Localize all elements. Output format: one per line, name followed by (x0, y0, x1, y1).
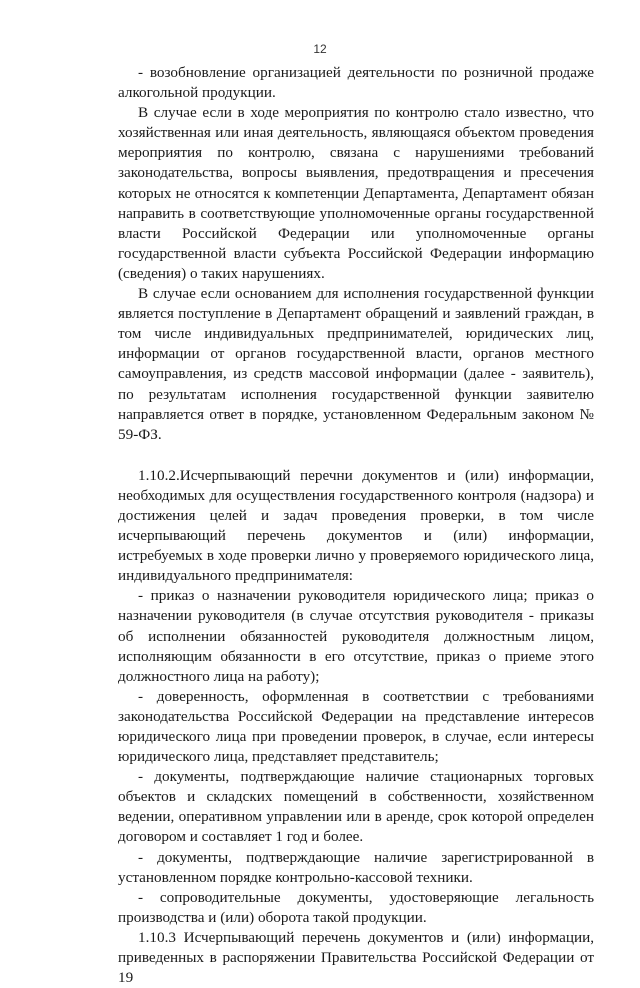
paragraph: 1.10.2.Исчерпывающий перечни документов и (или) информации, необходимых для осуществления государственного контроля (надзора) и достижения целей и задач проведения проверки, в том числе исчерпывающий перечень документов и (или) информации, истребуемых в ходе проверки лично у проверяемого юридического лица, индивидуального предпринимателя: (118, 466, 594, 585)
document-body (118, 63, 594, 988)
paragraph: В случае если в ходе мероприятия по контролю стало известно, что хозяйственная или иная деятельность, являющаяся объектом проведения мероприятия по контролю, связана с нарушениями требований законодательства, вопросы выявления, предотвращения и пресечения которых не относятся к компетенции Департамента, Департамент обязан направить в соответствующие уполномоченные органы государственной власти Российской Федерации или уполномоченные органы государственной власти субъекта Российской Федерации информацию (сведения) о таких нарушениях. (118, 104, 594, 282)
list-item: - приказ о назначении руководителя юридического лица; приказ о назначении руководителя (в случае отсутствия руководителя - приказы об исполнении обязанностей руководителя должностным лицом, исполняющим обязанности в его отсутствие, приказ о приеме этого должностного лица на работу); (118, 587, 594, 685)
list-item: - доверенность, оформленная в соответствии с требованиями законодательства Российской Федерации на представление интересов юридического лица при проведении проверок, в случае, если интересы юридического лица, представляет представитель; (118, 687, 594, 766)
paragraph: 1.10.3 Исчерпывающий перечень документов и (или) информации, приведенных в распоряжении Правительства Российской Федерации от 19 (118, 928, 594, 987)
list-item: - документы, подтверждающие наличие стационарных торговых объектов и складских помещений в собственности, хозяйственном ведении, оперативном управлении или в аренде, срок которой определен договором и составляет 1 год и более. (118, 768, 594, 846)
list-item: - сопроводительные документы, удостоверяющие легальность производства и (или) оборота такой продукции. (118, 888, 594, 926)
list-item: - документы, подтверждающие наличие зарегистрированной в установленном порядке контрольно-кассовой техники. (118, 848, 594, 886)
page-number: 12 (313, 42, 327, 56)
paragraph: В случае если основанием для исполнения государственной функции является поступление в Департамент обращений и заявлений граждан, в том числе индивидуальных предпринимателей, юридических лиц, информации от органов государственной власти, органов местного самоуправления, из средств массовой информации (далее - заявитель), по результатам исполнения государственной функции заявителю направляется ответ в порядке, установленном Федеральным законом № 59-ФЗ. (118, 285, 594, 443)
paragraph: - возобновление организацией деятельности по розничной продаже алкогольной продукции. (118, 64, 594, 102)
